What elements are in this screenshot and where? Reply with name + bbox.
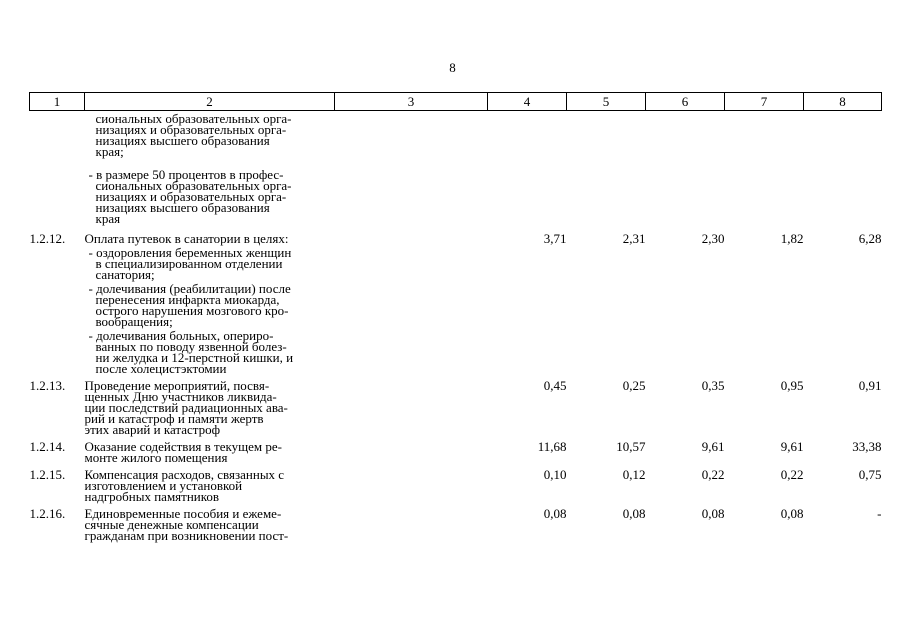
table-row: [30, 435, 882, 463]
row-code: 1.2.16.: [29, 506, 66, 521]
budget-table: [29, 92, 882, 541]
row-value: 33,38: [852, 439, 882, 454]
row-title: Компенсация расходов, связанных с изготовлением и установкой надгробных памятников: [84, 467, 285, 504]
row-value: 0,08: [622, 506, 646, 521]
column-header: 4: [488, 93, 567, 111]
row-value: 11,68: [537, 439, 567, 454]
row-value: 0,35: [701, 378, 725, 393]
table-row: [30, 374, 882, 435]
row-value: 9,61: [701, 439, 725, 454]
row-value: 6,28: [858, 231, 882, 246]
row-code: 1.2.14.: [29, 439, 66, 454]
row-value: 2,31: [622, 231, 646, 246]
row-title: Единовременные пособия и ежеме- сячные денежные компенсации гражданам при возникновении пост-: [84, 506, 289, 543]
page-number: 8: [449, 60, 456, 75]
table-row: [30, 463, 882, 502]
row-value: 0,10: [543, 467, 567, 482]
column-header: 6: [646, 93, 725, 111]
row-title: Оплата путевок в санатории в целях: - оздоровления беременных женщин в специализированном отделении санатория; - долечивания (реабилитации) после перенесения инфаркта миокарда, острого нарушения мозгового кро- вообращения; - долечивания больных, опериро- ванных по поводу язвенной болез- ни желудка и 12-перстной кишки, и после холецистэктомии: [84, 231, 294, 376]
row-title: Проведение мероприятий, посвя- щенных Дню участников ликвида- ции последствий радиационных ава- рий и катастроф и памяти жертв этих аварий и катастроф: [84, 378, 288, 437]
column-header: 1: [30, 93, 85, 111]
column-header: 8: [804, 93, 882, 111]
row-value: 0,75: [858, 467, 882, 482]
table-row: [30, 502, 882, 541]
row-value: 0,25: [622, 378, 646, 393]
row-value: 3,71: [543, 231, 567, 246]
row-value: 0,91: [858, 378, 882, 393]
row-value: 9,61: [780, 439, 804, 454]
row-value: 1,82: [780, 231, 804, 246]
column-header: 3: [335, 93, 488, 111]
row-value: 0,95: [780, 378, 804, 393]
column-header: 2: [85, 93, 335, 111]
row-value: 0,08: [701, 506, 725, 521]
row-value: 0,08: [780, 506, 804, 521]
row-value: 0,12: [622, 467, 646, 482]
row-value: 10,57: [616, 439, 646, 454]
row-code: 1.2.13.: [29, 378, 66, 393]
column-header: 5: [567, 93, 646, 111]
column-header: 7: [725, 93, 804, 111]
row-value: 0,22: [780, 467, 804, 482]
row-value: -: [877, 506, 882, 521]
row-value: 0,45: [543, 378, 567, 393]
row-value: 0,08: [543, 506, 567, 521]
row-code: 1.2.12.: [29, 231, 66, 246]
row-code: 1.2.15.: [29, 467, 66, 482]
continuation-row: сиональных образовательных орга- низациях и образовательных орга- низациях высшего образования края; - в размере 50 процентов в профес- сиональных образовательных орга- низациях и образовательных орга- низациях высшего образования края: [88, 111, 292, 226]
table-row: [30, 227, 882, 374]
row-value: 0,22: [701, 467, 725, 482]
row-value: 2,30: [701, 231, 725, 246]
header-row: [30, 93, 882, 111]
row-title: Оказание содействия в текущем ре- монте жилого помещения: [84, 439, 282, 465]
